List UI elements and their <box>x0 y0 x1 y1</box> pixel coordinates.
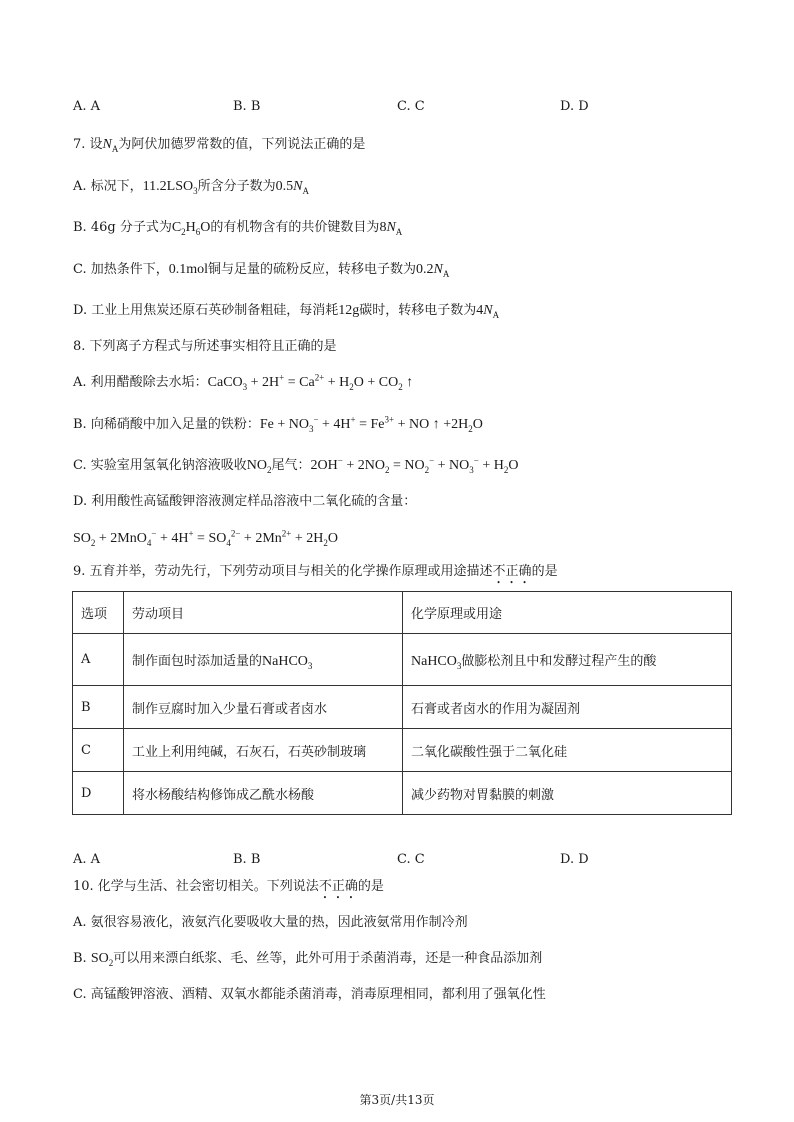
q8-option-a: A. 利用醋酸除去水垢：CaCO$_3$ + $2H^+ = Ca^{2+} + H_2O + CO_2$ ↑ <box>73 372 414 392</box>
q10-stem: 10. 化学与生活、社会密切相关。下列说法不正确的是 <box>73 879 384 894</box>
table-row <box>73 729 732 772</box>
header-principle: 化学原理或用途 <box>403 592 732 634</box>
table-row <box>73 772 732 815</box>
q6-option-c: C. C <box>397 99 425 114</box>
q7-stem: 7. 设$N_A$为阿伏加德罗常数的值，下列说法正确的是 <box>73 137 366 154</box>
q7-option-c: C. 加热条件下，0.1mol铜与足量的硫粉反应，转移电子数为$0.2N_A$ <box>73 262 450 279</box>
header-option: 选项 <box>73 592 124 634</box>
q10-option-b: B. $SO_2$可以用来漂白纸浆、毛、丝等，此外可用于杀菌消毒，还是一种食品添加剂 <box>73 951 543 968</box>
q8-option-d: D. 利用酸性高锰酸钾溶液测定样品溶液中二氧化硫的含量： <box>73 494 417 509</box>
q6-option-d: D. D <box>560 99 589 114</box>
q9-option-a: A. A <box>73 852 101 867</box>
q9-options <box>73 852 673 870</box>
row-option: C <box>73 729 124 772</box>
row-principle: 石膏或者卤水的作用为凝固剂 <box>403 686 732 729</box>
table-row <box>73 634 732 686</box>
row-option: B <box>73 686 124 729</box>
q8-option-d-equation: $SO_2 + 2MnO_4^- + 4H^+ = SO_4^{2-} + 2Mn^{2+} + 2H_2O$ <box>73 528 338 548</box>
q10-option-c: C. 高锰酸钾溶液、酒精、双氧水都能杀菌消毒，消毒原理相同，都利用了强氧化性 <box>73 987 546 1002</box>
q8-option-b: B. 向稀硝酸中加入足量的铁粉：$Fe + NO_3^- + 4H^+ = Fe^{3+}$ + NO ↑ $+2H_2O$ <box>73 414 483 434</box>
row-item: 制作面包时添加适量的NaHCO$_3$ <box>124 634 403 686</box>
page-footer: 第3页/共13页 <box>359 1093 435 1107</box>
q9-option-d: D. D <box>560 852 589 867</box>
table-header-row <box>73 592 732 634</box>
q8-stem: 8. 下列离子方程式与所述事实相符且正确的是 <box>73 339 337 354</box>
row-option: D <box>73 772 124 815</box>
q9-table <box>72 591 732 815</box>
q10-option-a: A. 氨很容易液化，液氨汽化要吸收大量的热，因此液氨常用作制冷剂 <box>73 915 468 930</box>
row-principle: NaHCO$_3$做膨松剂且中和发酵过程产生的酸 <box>403 634 732 686</box>
header-item: 劳动项目 <box>124 592 403 634</box>
row-principle: 二氧化碳酸性强于二氧化硅 <box>403 729 732 772</box>
q9-stem: 9. 五育并举，劳动先行，下列劳动项目与相关的化学操作原理或用途描述不正确的是 <box>73 564 558 579</box>
q8-option-c: C. 实验室用氢氧化钠溶液吸收$NO_2$尾气：$2OH^- + 2NO_2 = NO_2^- + NO_3^- + H_2O$ <box>73 455 519 475</box>
q6-option-b: B. B <box>233 99 261 114</box>
table-row <box>73 686 732 729</box>
q9-option-b: B. B <box>233 852 261 867</box>
q7-option-b: B. 46g 分子式为$C_2H_6O$的有机物含有的共价键数目为$8N_A$ <box>73 220 403 237</box>
row-option: A <box>73 634 124 686</box>
q6-option-a: A. A <box>73 99 101 114</box>
q7-option-d: D. 工业上用焦炭还原石英砂制备粗硅，每消耗12g碳时，转移电子数为$4N_A$ <box>73 303 500 320</box>
row-item: 制作豆腐时加入少量石膏或者卤水 <box>124 686 403 729</box>
q6-options <box>73 99 673 117</box>
row-item: 将水杨酸结构修饰成乙酰水杨酸 <box>124 772 403 815</box>
q7-option-a: A. 标况下，$11.2LSO_3$所含分子数为$0.5N_A$ <box>73 179 309 196</box>
q9-option-c: C. C <box>397 852 425 867</box>
row-principle: 减少药物对胃黏膜的刺激 <box>403 772 732 815</box>
row-item: 工业上利用纯碱，石灰石，石英砂制玻璃 <box>124 729 403 772</box>
